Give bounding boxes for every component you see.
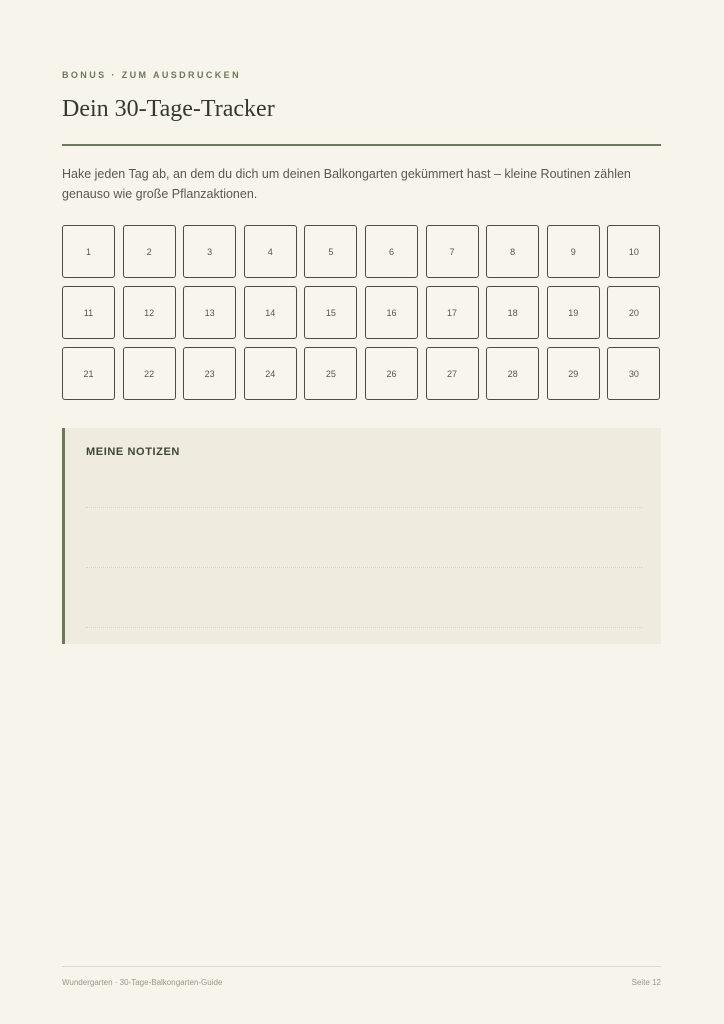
page-number: Seite 12 bbox=[631, 978, 661, 987]
notes-title: MEINE NOTIZEN bbox=[86, 446, 180, 458]
day-checkbox-10[interactable]: 10 bbox=[607, 225, 660, 278]
day-checkbox-25[interactable]: 25 bbox=[304, 347, 357, 400]
day-checkbox-19[interactable]: 19 bbox=[547, 286, 600, 339]
day-checkbox-14[interactable]: 14 bbox=[244, 286, 297, 339]
day-checkbox-21[interactable]: 21 bbox=[62, 347, 115, 400]
day-checkbox-30[interactable]: 30 bbox=[607, 347, 660, 400]
day-checkbox-15[interactable]: 15 bbox=[304, 286, 357, 339]
day-checkbox-17[interactable]: 17 bbox=[426, 286, 479, 339]
page bbox=[62, 0, 661, 1024]
day-tracker-grid bbox=[62, 225, 661, 400]
footer-divider bbox=[62, 966, 661, 967]
day-checkbox-18[interactable]: 18 bbox=[486, 286, 539, 339]
footer-doc-title: Wundergarten · 30-Tage-Balkongarten-Guide bbox=[62, 978, 223, 987]
day-checkbox-3[interactable]: 3 bbox=[183, 225, 236, 278]
note-line[interactable] bbox=[86, 567, 642, 568]
note-line[interactable] bbox=[86, 507, 642, 508]
note-line[interactable] bbox=[86, 627, 642, 628]
day-checkbox-22[interactable]: 22 bbox=[123, 347, 176, 400]
day-checkbox-16[interactable]: 16 bbox=[365, 286, 418, 339]
page-title: Dein 30-Tage-Tracker bbox=[62, 96, 275, 122]
day-checkbox-20[interactable]: 20 bbox=[607, 286, 660, 339]
day-checkbox-7[interactable]: 7 bbox=[426, 225, 479, 278]
day-checkbox-28[interactable]: 28 bbox=[486, 347, 539, 400]
eyebrow-label: BONUS · ZUM AUSDRUCKEN bbox=[62, 70, 241, 80]
day-checkbox-1[interactable]: 1 bbox=[62, 225, 115, 278]
intro-text: Hake jeden Tag ab, an dem du dich um deinen Balkongarten gekümmert hast – kleine Routinen zählen genauso wie große Pflanzaktionen. bbox=[62, 167, 631, 201]
day-checkbox-4[interactable]: 4 bbox=[244, 225, 297, 278]
day-checkbox-6[interactable]: 6 bbox=[365, 225, 418, 278]
day-checkbox-8[interactable]: 8 bbox=[486, 225, 539, 278]
day-checkbox-11[interactable]: 11 bbox=[62, 286, 115, 339]
day-checkbox-2[interactable]: 2 bbox=[123, 225, 176, 278]
day-checkbox-24[interactable]: 24 bbox=[244, 347, 297, 400]
day-checkbox-26[interactable]: 26 bbox=[365, 347, 418, 400]
day-checkbox-13[interactable]: 13 bbox=[183, 286, 236, 339]
day-checkbox-12[interactable]: 12 bbox=[123, 286, 176, 339]
day-checkbox-27[interactable]: 27 bbox=[426, 347, 479, 400]
day-checkbox-29[interactable]: 29 bbox=[547, 347, 600, 400]
day-checkbox-5[interactable]: 5 bbox=[304, 225, 357, 278]
notes-box bbox=[62, 428, 661, 644]
day-checkbox-9[interactable]: 9 bbox=[547, 225, 600, 278]
title-divider bbox=[62, 144, 661, 146]
day-checkbox-23[interactable]: 23 bbox=[183, 347, 236, 400]
